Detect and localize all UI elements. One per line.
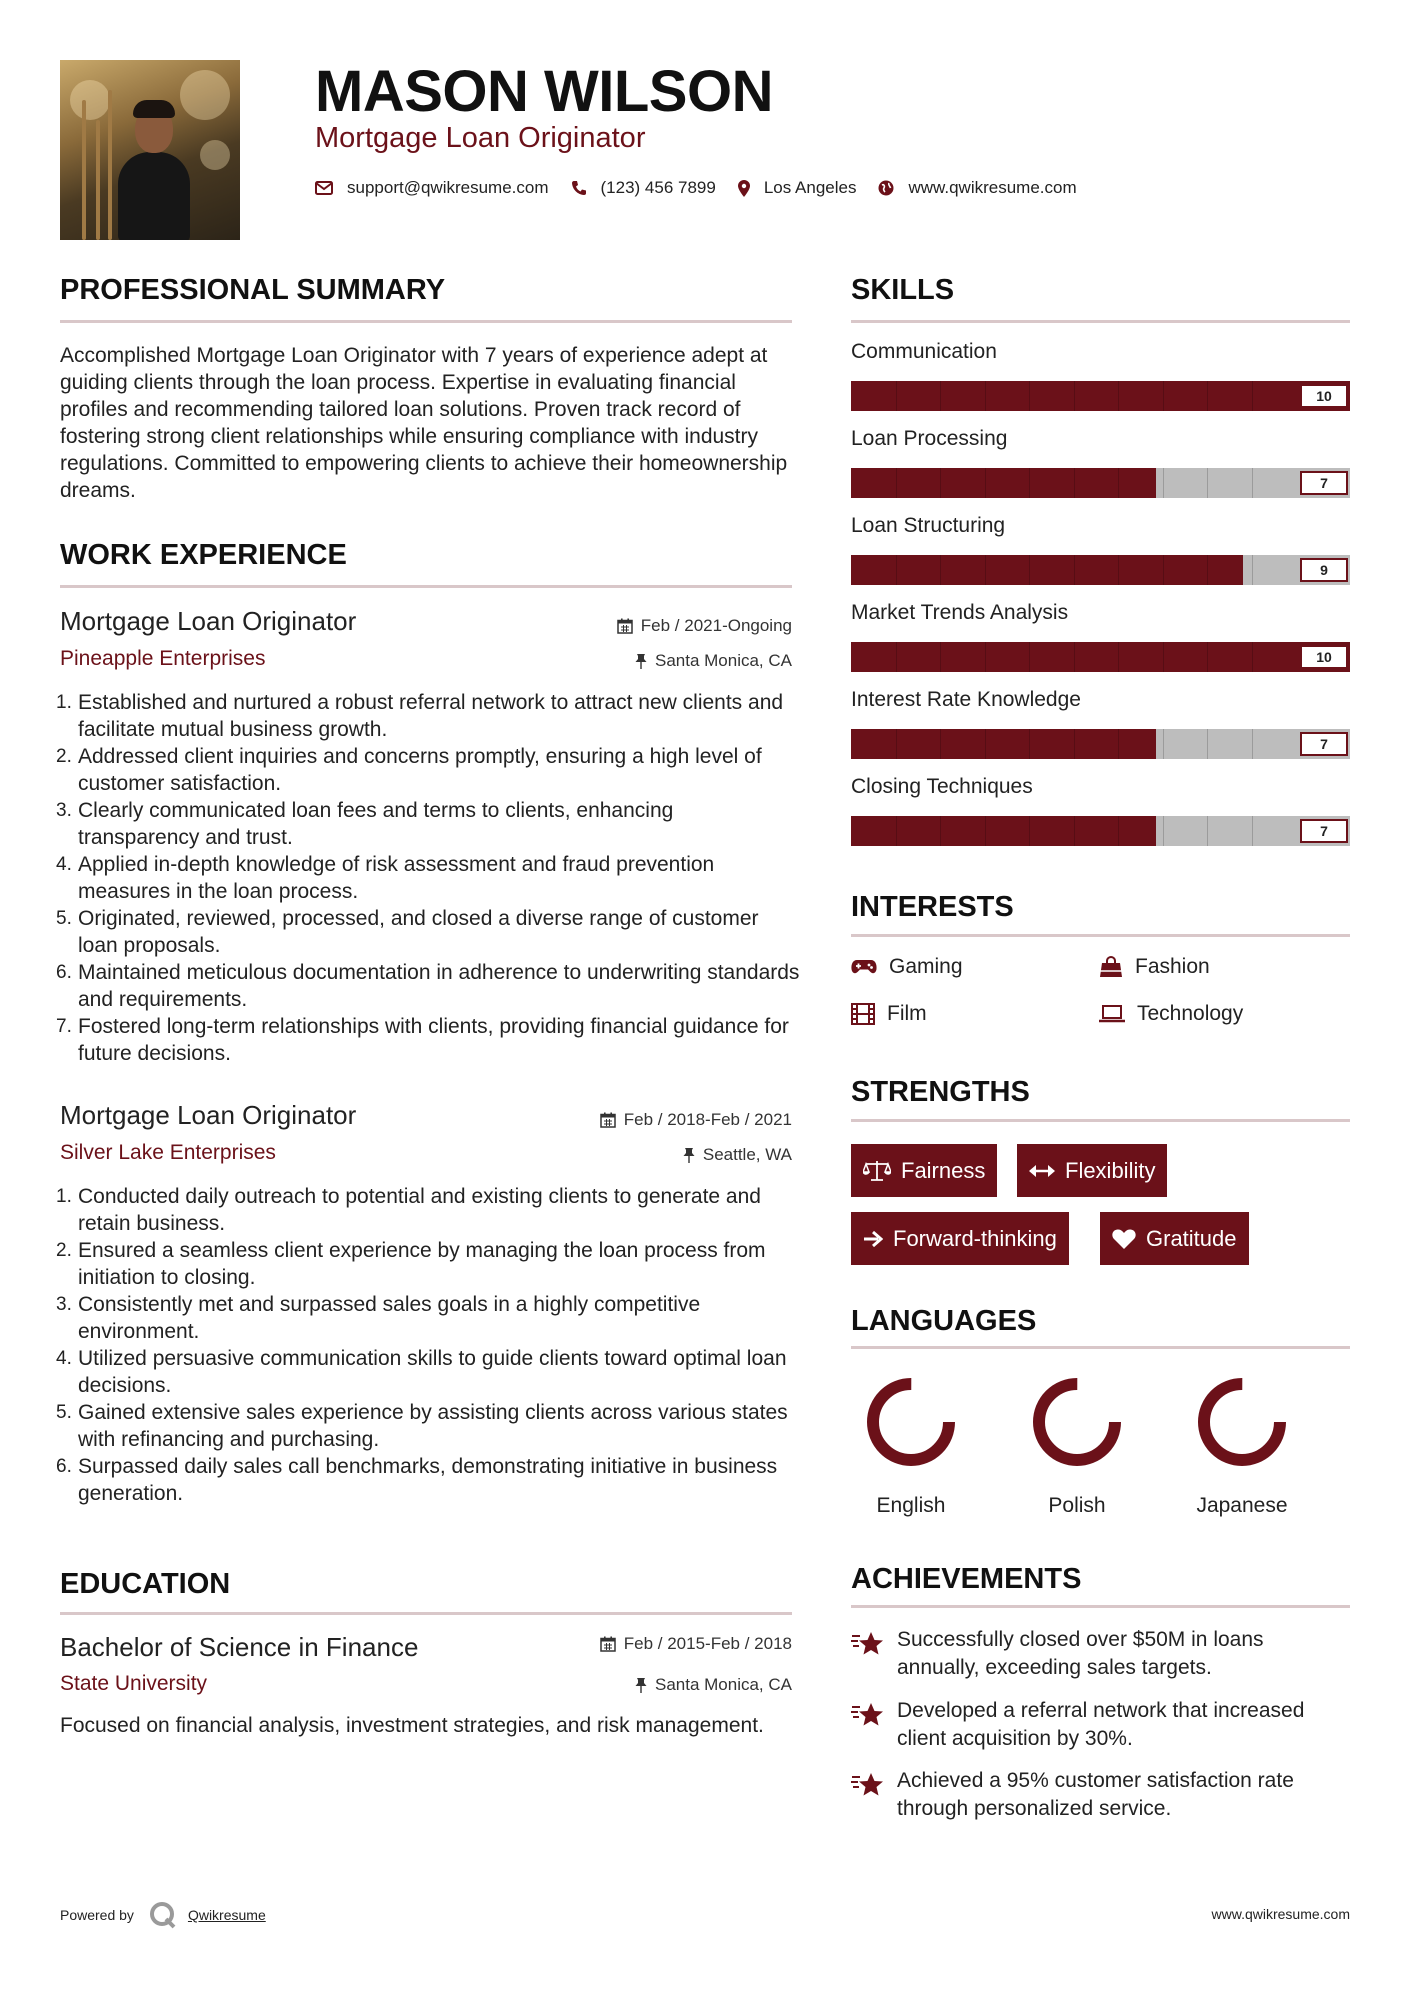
skill-bar-segment [1074, 729, 1075, 759]
skill-bar-segment [985, 468, 986, 498]
list-item: Surpassed daily sales call benchmarks, demonstrating initiative in business generation. [78, 1455, 778, 1505]
language-label: English [876, 1494, 946, 1517]
skill-bar-segment [1252, 555, 1253, 585]
list-item: Ensured a seamless client experience by managing the loan process from initiation to closing. [78, 1239, 766, 1289]
skill-bar-segment [985, 729, 986, 759]
achievement-text: Successfully closed over $50M in loans annually, exceeding sales targets. [897, 1628, 1264, 1679]
language-item [1017, 1372, 1137, 1518]
achievement-item [851, 1626, 1351, 1682]
arrow-right-icon [863, 1230, 883, 1248]
summary-rule [60, 320, 792, 323]
list-item: Conducted daily outreach to potential and existing clients to generate and retain business. [78, 1185, 761, 1235]
list-item: Gained extensive sales experience by assisting clients across various states with refinancing and purchasing. [78, 1401, 788, 1451]
candidate-name: MASON WILSON [315, 59, 773, 124]
strengths-rule [851, 1119, 1350, 1122]
calendar-icon [600, 1112, 616, 1128]
skill-bar-segment [1118, 729, 1119, 759]
skill-bar-segment [1118, 468, 1119, 498]
education-dates [600, 1634, 792, 1654]
skill-bar-segment [896, 555, 897, 585]
skills-rule [851, 320, 1350, 323]
summary-text: Accomplished Mortgage Loan Originator with 7 years of experience adept at guiding clients through the loan process. Expertise in evaluating financial profiles and recommending tailored loan solutions. Proven track record of fostering strong client relationships while ensuring compliance with industry regulations. Committed to empowering clients to achieve their homeownership dreams. [60, 344, 788, 502]
skill-bar-segment [1118, 642, 1119, 672]
skill-label: Market Trends Analysis [851, 601, 1069, 624]
pushpin-icon [683, 1147, 695, 1163]
job-dates-text: Feb / 2021-Ongoing [640, 616, 792, 635]
skill-bar-segment [940, 642, 941, 672]
skill-bar [851, 468, 1350, 498]
strength-flexibility [1017, 1144, 1167, 1197]
film-icon [851, 1003, 875, 1025]
skill-bar-segment [1163, 381, 1164, 411]
skill-bar [851, 729, 1350, 759]
language-ring-arc [1204, 1384, 1280, 1460]
star-icon [851, 1701, 885, 1729]
skill-bar-segment [1207, 468, 1208, 498]
skill-bar-segment [1118, 381, 1119, 411]
interest-item-film [851, 1002, 927, 1026]
strength-label: Fairness [901, 1157, 986, 1183]
education-location-text: Santa Monica, CA [654, 1675, 792, 1694]
contact-website-text: www.qwikresume.com [908, 178, 1077, 197]
skill-bar-segment [896, 381, 897, 411]
shopping-bag-icon [1099, 956, 1123, 978]
skill-level-badge: 9 [1300, 558, 1348, 582]
contact-location [738, 178, 857, 198]
balance-scale-icon [863, 1160, 891, 1182]
list-item: Established and nurtured a robust referral network to attract new clients and facilitate mutual business growth. [78, 691, 784, 741]
calendar-icon [617, 618, 633, 634]
skill-bar-segment [896, 816, 897, 846]
skill-bar-segment [1163, 468, 1164, 498]
profile-photo [60, 60, 240, 240]
list-item: Maintained meticulous documentation in adherence to underwriting standards and requirements. [78, 961, 800, 1011]
skill-bar-segment [1029, 816, 1030, 846]
skill-bar-segment [1163, 642, 1164, 672]
strength-label: Forward-thinking [893, 1225, 1057, 1251]
pushpin-icon [635, 1677, 647, 1693]
strength-fairness [851, 1144, 997, 1197]
education-heading: EDUCATION [60, 1568, 231, 1600]
skill-bar-segment [940, 729, 941, 759]
interest-item-technology [1099, 1002, 1243, 1026]
skill-bar-segment [1207, 642, 1208, 672]
skill-bar-segment [1252, 816, 1253, 846]
skill-bar-segment [1074, 468, 1075, 498]
skill-bar-segment [1074, 816, 1075, 846]
skill-bar-segment [896, 468, 897, 498]
skill-label: Interest Rate Knowledge [851, 688, 1081, 711]
skill-bar-segment [1207, 729, 1208, 759]
skill-label: Loan Structuring [851, 514, 1006, 537]
education-dates-text: Feb / 2015-Feb / 2018 [623, 1634, 792, 1653]
interest-item-gaming [851, 955, 963, 979]
skill-bar-segment [1207, 816, 1208, 846]
skill-bar-segment [1029, 468, 1030, 498]
skill-label: Closing Techniques [851, 775, 1033, 798]
skill-bar-segment [1118, 816, 1119, 846]
job-location [683, 1145, 792, 1165]
interest-item-fashion [1099, 955, 1210, 979]
skill-bar-fill [851, 642, 1350, 672]
skill-label: Loan Processing [851, 427, 1008, 450]
laptop-icon [1099, 1005, 1125, 1023]
language-ring [861, 1372, 961, 1472]
list-item: Fostered long-term relationships with clients, providing financial guidance for future decisions. [78, 1015, 789, 1065]
skill-level-badge: 7 [1300, 471, 1348, 495]
job-bullets [78, 1183, 800, 1507]
skill-bar-fill [851, 381, 1350, 411]
skill-bar-segment [1118, 555, 1119, 585]
skill-bar-segment [1252, 729, 1253, 759]
job-bullets [78, 689, 800, 1067]
skill-bar-segment [1029, 555, 1030, 585]
skill-bar-segment [1074, 555, 1075, 585]
job-location-text: Santa Monica, CA [654, 651, 792, 670]
powered-by-label: Powered by [60, 1907, 134, 1923]
arrows-horizontal-icon [1029, 1164, 1055, 1178]
skill-bar [851, 816, 1350, 846]
skill-bar-segment [1163, 816, 1164, 846]
skill-level-badge: 7 [1300, 819, 1348, 843]
brand-link[interactable]: Qwikresume [187, 1907, 266, 1923]
list-item: Applied in-depth knowledge of risk assessment and fraud prevention measures in the loan process. [78, 853, 715, 903]
skill-bar-segment [985, 816, 986, 846]
language-label: Japanese [1196, 1494, 1288, 1517]
contact-website[interactable] [878, 178, 1076, 198]
calendar-icon [600, 1636, 616, 1652]
list-item: Utilized persuasive communication skills to guide clients toward optimal loan decisions. [78, 1347, 787, 1397]
phone-icon [571, 180, 587, 196]
list-item: Consistently met and surpassed sales goals in a highly competitive environment. [78, 1293, 701, 1343]
skill-bar-segment [985, 555, 986, 585]
qwikresume-logo-icon [148, 1900, 178, 1930]
heart-icon [1112, 1228, 1136, 1249]
interest-label: Fashion [1135, 955, 1210, 978]
contact-phone-text: (123) 456 7899 [600, 178, 716, 197]
job-dates [617, 616, 792, 636]
skill-bar-segment [940, 381, 941, 411]
skill-bar-segment [940, 555, 941, 585]
skill-level-badge: 7 [1300, 732, 1348, 756]
achievement-item [851, 1697, 1351, 1753]
footer-website[interactable]: www.qwikresume.com [1211, 1906, 1350, 1922]
star-icon [851, 1771, 885, 1799]
job-title: Mortgage Loan Originator [60, 606, 357, 636]
skill-bar-segment [896, 729, 897, 759]
skill-bar-segment [985, 642, 986, 672]
skill-bar-segment [1252, 468, 1253, 498]
interest-label: Gaming [889, 955, 963, 978]
languages-rule [851, 1346, 1350, 1349]
strengths-heading: STRENGTHS [851, 1076, 1030, 1108]
gamepad-icon [851, 959, 877, 975]
education-description: Focused on financial analysis, investment strategies, and risk management. [60, 1714, 764, 1737]
star-icon [851, 1630, 885, 1658]
achievements-heading: ACHIEVEMENTS [851, 1563, 1082, 1595]
pushpin-icon [635, 653, 647, 669]
skill-bar-segment [1029, 642, 1030, 672]
job-dates [600, 1110, 792, 1130]
strength-gratitude [1100, 1212, 1249, 1265]
footer-powered-by [60, 1900, 266, 1930]
skill-bar-segment [1207, 381, 1208, 411]
skill-bar-segment [985, 381, 986, 411]
list-item: Originated, reviewed, processed, and closed a diverse range of customer loan proposals. [78, 907, 759, 957]
skill-bar-segment [940, 816, 941, 846]
experience-rule [60, 585, 792, 588]
language-item [851, 1372, 971, 1518]
skill-bar-segment [1163, 555, 1164, 585]
globe-icon [878, 180, 894, 196]
skill-bar-segment [1252, 381, 1253, 411]
skills-heading: SKILLS [851, 274, 955, 306]
education-degree: Bachelor of Science in Finance [60, 1632, 419, 1662]
skill-bar-segment [1163, 729, 1164, 759]
contact-row [315, 178, 1099, 198]
interest-label: Film [887, 1002, 927, 1025]
job-location-text: Seattle, WA [702, 1145, 792, 1164]
skill-bar [851, 642, 1350, 672]
list-item: Addressed client inquiries and concerns promptly, ensuring a high level of customer satisfaction. [78, 745, 762, 795]
strength-label: Gratitude [1146, 1225, 1237, 1251]
skill-bar-segment [896, 642, 897, 672]
skill-bar [851, 555, 1350, 585]
contact-location-text: Los Angeles [763, 178, 857, 197]
interest-label: Technology [1137, 1002, 1244, 1025]
experience-heading: WORK EXPERIENCE [60, 539, 347, 571]
interests-heading: INTERESTS [851, 891, 1014, 923]
language-ring-arc [873, 1384, 949, 1460]
map-marker-icon [738, 180, 750, 197]
skill-bar-segment [1252, 642, 1253, 672]
contact-phone[interactable] [571, 178, 716, 198]
language-ring [1027, 1372, 1127, 1472]
achievement-text: Achieved a 95% customer satisfaction rate through personalized service. [897, 1769, 1294, 1820]
skill-bar-segment [940, 468, 941, 498]
summary-heading: PROFESSIONAL SUMMARY [60, 274, 446, 306]
skill-bar-segment [1074, 642, 1075, 672]
job-company: Silver Lake Enterprises [60, 1141, 276, 1164]
candidate-title: Mortgage Loan Originator [315, 122, 646, 154]
language-item [1182, 1372, 1302, 1518]
job-company: Pineapple Enterprises [60, 647, 266, 670]
skill-bar-segment [1029, 381, 1030, 411]
strength-label: Flexibility [1065, 1157, 1156, 1183]
job-dates-text: Feb / 2018-Feb / 2021 [623, 1110, 792, 1129]
skill-label: Communication [851, 340, 997, 363]
contact-email-text: support@qwikresume.com [347, 178, 549, 197]
skill-level-badge: 10 [1300, 384, 1348, 408]
education-school: State University [60, 1672, 208, 1695]
skill-bar-segment [1074, 381, 1075, 411]
envelope-icon [315, 181, 333, 195]
job-title: Mortgage Loan Originator [60, 1100, 357, 1130]
skill-bar [851, 381, 1350, 411]
language-ring-arc [1039, 1384, 1115, 1460]
skill-bar-segment [1207, 555, 1208, 585]
achievements-rule [851, 1605, 1350, 1608]
language-label: Polish [1048, 1494, 1106, 1517]
skill-bar-fill [851, 555, 1243, 585]
contact-email[interactable] [315, 178, 549, 198]
interests-rule [851, 934, 1350, 937]
achievement-item [851, 1767, 1351, 1823]
language-ring [1192, 1372, 1292, 1472]
skill-level-badge: 10 [1300, 645, 1348, 669]
job-location [635, 651, 792, 671]
education-location [635, 1675, 792, 1695]
list-item: Clearly communicated loan fees and terms to clients, enhancing transparency and trust. [78, 799, 674, 849]
achievement-text: Developed a referral network that increased client acquisition by 30%. [897, 1699, 1305, 1750]
languages-heading: LANGUAGES [851, 1305, 1037, 1337]
strength-forward-thinking [851, 1212, 1069, 1265]
education-rule [60, 1612, 792, 1615]
skill-bar-segment [1029, 729, 1030, 759]
